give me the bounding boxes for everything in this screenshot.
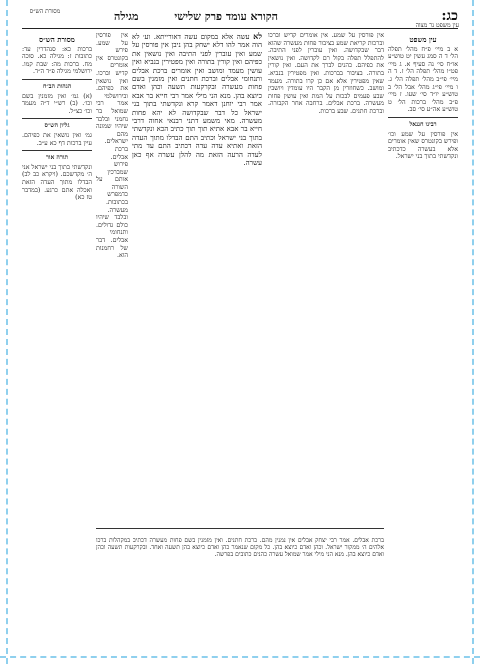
masoret-text: ברכות כא: סנהדרין עד: כתובות ז: מגילה כא. סוכה מח. ברכות מה: שבת קמו. ירושלמי מגילה פ״ד ה״ד.: [22, 45, 92, 76]
gemara-column: [132, 32, 262, 552]
tractate-title: מגילה: [114, 10, 139, 23]
torah-or-text: ונקדשתי בתוך בני ישראל אני ה׳ מקדשכם. (ויקרא כב לב) הבדלו מתוך העדה הזאת ואכלה אתם כרגע. (במדבר טז כא): [22, 163, 92, 202]
rabbeinu-chananel-text: אין פורסין על שמע וכו׳ ופירש בקונטרס שאין אומרים אלא בעשרה כדכתיב ונקדשתי בתוך בני ישראל.: [388, 130, 458, 161]
bottom-commentary: [96, 528, 384, 651]
masoret-label: מסורת הש״ס: [29, 8, 61, 15]
gemara-lead-word: לא: [253, 32, 262, 41]
ein-mishpat-label: עין משפט נר מצוה: [415, 22, 459, 29]
divider: [22, 118, 92, 119]
masoret-title: מסורת הש״ס: [39, 35, 75, 44]
outer-right-column: [388, 32, 458, 632]
chapter-title: הקורא עומד פרק שלישי: [174, 10, 278, 23]
hagahot-title: הגהות הב״ח: [42, 82, 72, 90]
outer-left-column: [22, 32, 92, 632]
ein-mishpat-title: עין משפט: [409, 35, 437, 44]
rabbeinu-chananel-title: רבינו חננאל: [409, 120, 437, 128]
header-rule: [22, 28, 458, 29]
divider: [388, 117, 458, 118]
gilyon-title: גליון הש״ס: [44, 122, 70, 130]
page-header: [22, 8, 458, 32]
rashi-column: [268, 32, 384, 392]
rashi-text: אין פורסין על שמע. אין אומרים קדיש וברכו וברכות קריאת שמע בציבור פחות מעשרה שהוא דבר שבקדושה. ואין עוברין לפני התיבה. להתפלל תפלה בקול רם לקדושה. ואין נושאין את כפיהם. כהנים לברך את העם. ואין קורין בתורה. בציבור בברכות. ואין מפטירין בנביא. שאין מפטירין אלא אם כן קרו בתורה. מעמד ומושב. כשחוזרין מן הקבר היו עומדין ויושבין שבע פעמים לבכות על המת ואין עושין פחות מעשרה. ברכת אבלים. ברחבה אחר הקבורה. וברכת חתנים. שבע ברכות.: [268, 32, 384, 115]
gilyon-text: גמ׳ ואין נושאין את כפיהם. עיין ברכות דף כא ע״ב.: [22, 131, 92, 147]
torah-or-title: תורה אור: [45, 154, 69, 162]
dashed-border-right: [472, 0, 474, 664]
divider: [22, 79, 92, 80]
page-number: כג:: [441, 8, 458, 24]
tosafot-text: אין פורסין על שמע. פירש בקונטרס אין אומרים קדיש וברכו. ואין נושאין את כפיהם. ובירושלמי אמר רבי שמואל בר נחמני ובלבד שיהיו שמונה מהם ישראלים. ברכת אבלים. פירוש שמברכין אותם על השורה כדמפרש בכתובות. מעשרה. ובלבד שיהיו כולם גדולים. ותנחומי אבלים. דבר של רחמנות הוא.: [96, 32, 128, 260]
gemara-text: עשה אלא במקום עשה דאורייתא. וע׳ לא הוה אמר להו דלא ישחק בהן ניבן אין פורסין על שמע ואין עוברין לפני התיבה ואין נושאין את כפיהם ואין קורין בתורה ואין מפטירין בנביא ואין עושין מעמד ומושב ואין אומרים ברכת אבלים ותנחומי אבלים וברכת חתנים ואין מזמנין בשם פחות מעשרה ובקרקעות תשעה וכהן ואדם כיוצא בהן. מנא הני מילי אמר רבי חייא בר אבא אמר רבי יוחנן דאמר קרא ונקדשתי בתוך בני ישראל כל דבר שבקדושה לא יהא פחות מעשרה. מאי משמע דתני רבנאי אחוה דרבי חייא בר אבא אתיא תוך תוך כתיב הכא ונקדשתי בתוך בני ישראל וכתיב התם הבדלו מתוך העדה הזאת ואתיא עדה עדה דכתיב התם עד מתי לעדה הרעה הזאת מה להלן עשרה אף כאן עשרה.: [132, 33, 262, 168]
bottom-text: ברכת אבלים. אמר רבי יצחק אבלים אין נמנין מהם. ברכת חתנים. ואין מזמנין בשם פחות מעשרה דכתיב במקהלות ברכו אלהים ה׳ ממקור ישראל. וכהן ואדם כיוצא בהן. כל מקום שנאמר כהן ואדם כיוצא בהן תשעה ואחד. ובקרקעות תשעה וכהן ואדם כיוצא בהן. מנא הני מילי אמר שמואל עשרה כהנים כתובים בפרשה.: [96, 537, 384, 559]
hagahot-text: (א) גמ׳ ואין מזמנין בשם וכו׳. (ב) רש״י ד״ה מעמד וכו׳ כצ״ל.: [22, 92, 92, 115]
talmud-page: [22, 8, 458, 653]
dashed-border-left: [6, 0, 8, 664]
dashed-border-bottom: [0, 656, 480, 658]
gemara-paragraph: [132, 32, 262, 168]
ein-mishpat-text: א ב מיי׳ פ״ח מהל׳ תפלה הל׳ ד ה סמג עשין יט טוש״ע או״ח סי׳ נה סעיף א. ג מיי׳ פט״ו מהל׳ תפלה הל׳ ז. ד ה מיי׳ פי״ב מהל׳ תפלה הל׳ ג. ו מיי׳ פי״ג מהל׳ אבל הל׳ ב טוש״ע יו״ד סי׳ שעו. ז מיי׳ פ״ב מהל׳ ברכות הל׳ ט טוש״ע אה״ע סי׳ סב.: [388, 45, 458, 114]
divider: [22, 150, 92, 151]
